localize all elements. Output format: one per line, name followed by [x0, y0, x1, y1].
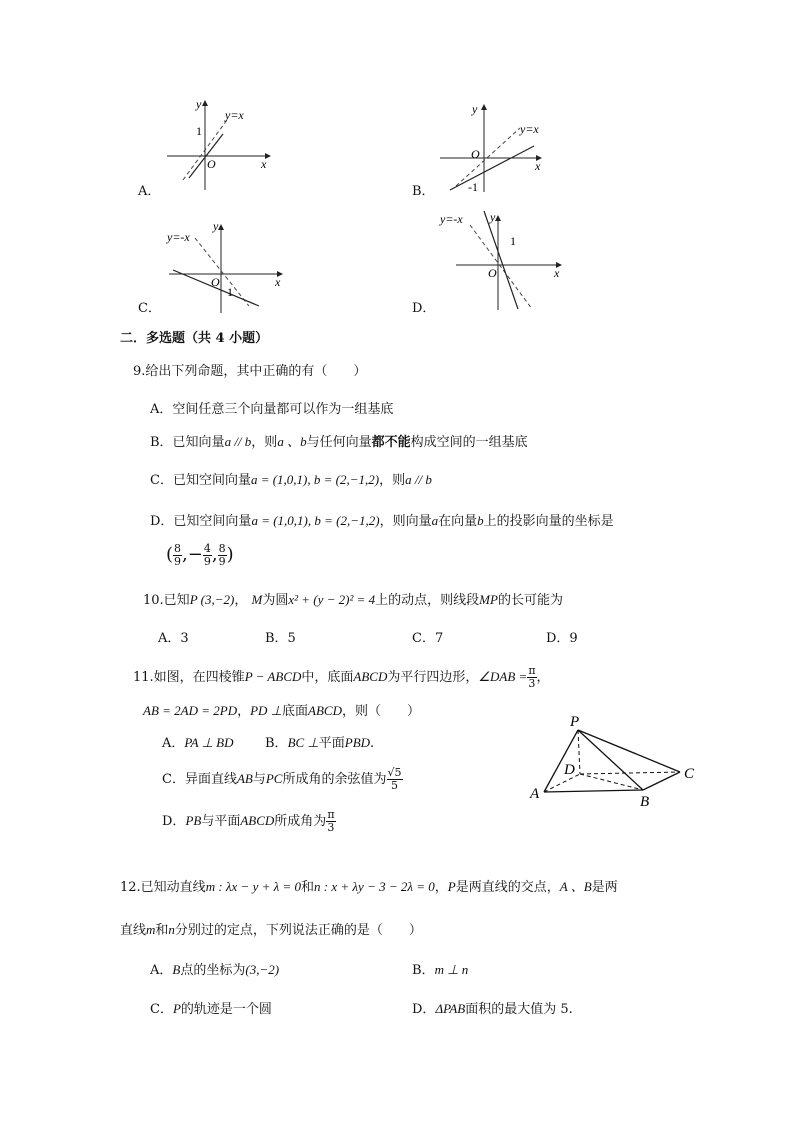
q10-p: P (3,−2) — [189, 592, 235, 607]
q11-c-frac: $\frac{√5}{5}$ — [387, 766, 402, 792]
graph-b-line-label: y=x — [520, 122, 539, 136]
graph-c — [165, 218, 295, 313]
q11-b-plane: PBD — [344, 735, 371, 750]
q11-d-pb: PB — [185, 813, 202, 828]
q9-d-a: a — [431, 513, 439, 528]
q11-d-post: 所成角为 — [274, 814, 327, 829]
graph-b — [440, 100, 550, 192]
q10-pre: 10.已知 — [143, 593, 190, 608]
q11-fig-a: A — [530, 786, 540, 802]
q10-m: M — [251, 592, 263, 607]
q10-mid: 为圆 — [262, 593, 289, 608]
q12-line2b: 分别过的定点，下列说法正确的是（ ） — [174, 923, 422, 938]
q9-d-post3: 上的投影向量的坐标是 — [483, 514, 614, 529]
graph-b-x-label: x — [535, 159, 541, 173]
graph-b-option: B． — [412, 184, 435, 199]
q12-b-pre: B． — [412, 963, 435, 978]
q12-c-p: P — [172, 1001, 181, 1016]
q11-fig-c: C — [684, 766, 695, 782]
q10-mp: MP — [479, 592, 498, 607]
q12-n: n — [168, 922, 175, 937]
q12-a-post: 点的坐标为 — [180, 963, 246, 978]
graph-a-origin: O — [207, 157, 216, 171]
graph-b-origin: O — [471, 147, 480, 161]
q9-d-frac1: $\frac{8}{9}$ — [174, 541, 182, 568]
q10-comma: ， — [234, 593, 248, 608]
q11-angle: ∠DAB = — [478, 669, 528, 684]
q9-b-mid: ，则 — [251, 435, 278, 450]
q12-b-math: m ⊥ n — [434, 962, 469, 977]
q12-option-b — [412, 961, 468, 980]
q11-b-label: B． — [265, 736, 288, 751]
q12-a-b: B — [172, 962, 181, 977]
graph-b-neg-one: -1 — [468, 180, 478, 194]
q9-stem: 9.给出下列命题，其中正确的有（ ） — [133, 364, 367, 379]
q9-b-post2: 构成空间的一组基底 — [410, 435, 528, 450]
q11-b-txt: 平面 — [318, 736, 345, 751]
graph-c-origin: O — [211, 275, 220, 289]
q11-option-b — [265, 734, 374, 753]
graph-a-y-label: y — [196, 97, 202, 111]
q12-stem — [120, 878, 618, 897]
q11-d-pre: D． — [162, 814, 186, 829]
q11-pre: 11.如图，在四棱锥 — [133, 670, 245, 685]
q12-comma: ， — [434, 880, 448, 895]
q9-d-pre: D．已知空间向量 — [150, 514, 252, 529]
graph-a-x-label: x — [261, 157, 267, 171]
q9-option-d — [150, 512, 614, 531]
q9-b-pre: B．已知向量 — [150, 435, 225, 450]
graph-a — [165, 98, 275, 190]
q11-mid2: 为平行四边形， — [387, 670, 479, 685]
q11-stem: 11.如图，在四棱锥P − ABCD中，底面ABCD为平行四边形，∠DAB = $\frac{\pi}{3}$ ， — [133, 664, 550, 690]
q12-a-coord: (3,−2) — [245, 962, 280, 977]
graph-a-one: 1 — [196, 124, 202, 138]
q10-option-d: D．9 — [546, 631, 578, 646]
q11-a-label: A． — [162, 736, 185, 751]
q10-post: 上的动点，则线段 — [375, 593, 480, 608]
q12-and2: 和 — [155, 923, 169, 938]
q11-pd: PD ⊥ — [250, 703, 283, 718]
q12-c-post: 的轨迹是一个圆 — [180, 1002, 272, 1017]
q12-n-eq: n : x + λy − 3 − 2λ = 0 — [314, 879, 435, 894]
graph-b-y-label: y — [472, 102, 478, 116]
graph-c-y-label: y — [213, 219, 219, 233]
graph-d-line-label: y=-x — [440, 212, 463, 226]
q11-option-a — [162, 734, 234, 753]
q11-abcd: ABCD — [353, 669, 388, 684]
q11-c-pc: PC — [265, 771, 283, 786]
q11-option-c — [162, 764, 403, 795]
q9-d-post2: 在向量 — [438, 514, 478, 529]
q11-fig-b: B — [640, 794, 650, 810]
q12-post: 是两 — [591, 880, 618, 895]
q11-b-math: BC ⊥ — [287, 735, 319, 750]
graph-d-x-label: x — [554, 266, 560, 280]
graph-d-one: 1 — [510, 234, 516, 248]
q11-mid: 中，底面 — [301, 670, 354, 685]
q11-line2-math: AB = 2AD = 2PD — [143, 703, 238, 718]
q9-b-vec: a // b — [224, 434, 252, 449]
q9-b-bold: 都不能 — [371, 435, 411, 450]
q11-line2 — [143, 702, 420, 721]
q9-option-c — [150, 471, 432, 490]
graph-c-option: C． — [138, 301, 161, 316]
graph-d-y-label: y — [490, 210, 496, 224]
graph-d-origin: O — [488, 266, 497, 280]
q11-a-math: PA ⊥ BD — [184, 735, 234, 750]
q11-d-mid: 与平面 — [201, 814, 241, 829]
graph-a-line-label: y=x — [225, 108, 244, 122]
q12-ab: A 、B — [559, 879, 592, 894]
q11-d-frac: $\frac{\pi}{3}$ — [327, 808, 335, 834]
q11-option-d — [162, 806, 336, 837]
graph-d-option: D． — [412, 301, 436, 316]
q9-d-answer: ( $\frac{8}{9}$ ,− $\frac{4}{9}$ , $\frac{8}{9}$ ) — [166, 541, 234, 568]
q11-c-post: 所成角的余弦值为 — [282, 772, 387, 787]
q12-d-pre: D． — [412, 1002, 436, 1017]
q12-d-tri: ΔPAB — [435, 1001, 466, 1016]
q9-d-b: b — [477, 513, 484, 528]
q11-abcd2: ABCD — [308, 703, 342, 718]
q10-circle: x² + (y − 2)² = 4 — [288, 592, 376, 607]
q9-d-post1: ，则向量 — [379, 514, 432, 529]
q12-line2a: 直线 — [120, 923, 147, 938]
q12-pre: 12.已知动直线 — [120, 880, 206, 895]
q9-b-pair: a 、b — [277, 434, 307, 449]
q11-plane: 底面 — [282, 704, 309, 719]
q11-d-abcd: ABCD — [240, 813, 275, 828]
q12-p: P — [447, 879, 456, 894]
q11-c-mid: 与 — [252, 772, 266, 787]
q11-pyramid-figure — [528, 712, 703, 812]
q12-m-eq: m : λx − y + λ = 0 — [205, 879, 302, 894]
q9-d-math: a = (1,0,1), b = (2,−1,2) — [251, 513, 380, 528]
section-title: 二．多选题（共 4 小题） — [120, 331, 269, 346]
q9-c-pre: C．已知空间向量 — [150, 473, 251, 488]
q12-and: 和 — [301, 880, 315, 895]
q11-then: ，则（ ） — [341, 704, 420, 719]
q11-c-ab: AB — [236, 771, 253, 786]
q10-post2: 的长可能为 — [497, 593, 563, 608]
q10-stem — [143, 591, 563, 610]
q11-fig-p: P — [570, 714, 580, 730]
q10-option-b: B．5 — [265, 631, 296, 646]
q10-option-a: A．3 — [158, 631, 189, 646]
q9-c-post: ，则 — [379, 473, 406, 488]
q9-c-math: a = (1,0,1), b = (2,−1,2) — [250, 472, 380, 487]
graph-c-one: 1 — [227, 285, 233, 299]
graph-c-line-label: y=-x — [167, 230, 190, 244]
graph-d — [440, 205, 570, 310]
q11-pyr: P − ABCD — [244, 669, 302, 684]
graph-c-x-label: x — [275, 275, 281, 289]
q9-option-b — [150, 433, 528, 452]
q9-d-frac3: $\frac{8}{9}$ — [218, 541, 226, 568]
q12-option-a — [150, 961, 279, 980]
q12-a-pre: A． — [150, 963, 173, 978]
q9-c-vec: a // b — [405, 472, 432, 487]
q10-option-c: C．7 — [412, 631, 444, 646]
q12-m: m — [146, 922, 156, 937]
q12-option-d — [412, 1000, 573, 1019]
q9-d-frac2: $\frac{4}{9}$ — [203, 541, 211, 568]
q11-fig-d: D — [564, 762, 575, 778]
q12-d-post: 面积的最大值为 5. — [465, 1002, 573, 1017]
q9-option-a: A．空间任意三个向量都可以作为一组基底 — [150, 402, 394, 417]
graph-a-option: A． — [138, 184, 161, 199]
q12-option-c — [150, 1000, 272, 1019]
q11-line2-comma: ， — [237, 704, 251, 719]
q12-line2 — [120, 921, 422, 940]
q12-mid: 是两直线的交点， — [455, 880, 560, 895]
q11-c-pre: C．异面直线 — [162, 772, 237, 787]
q11-angle-frac: $\frac{\pi}{3}$ — [528, 664, 536, 690]
q9-b-post1: 与任何向量 — [306, 435, 372, 450]
q11-b-end: . — [370, 736, 375, 751]
q12-c-pre: C． — [150, 1002, 173, 1017]
